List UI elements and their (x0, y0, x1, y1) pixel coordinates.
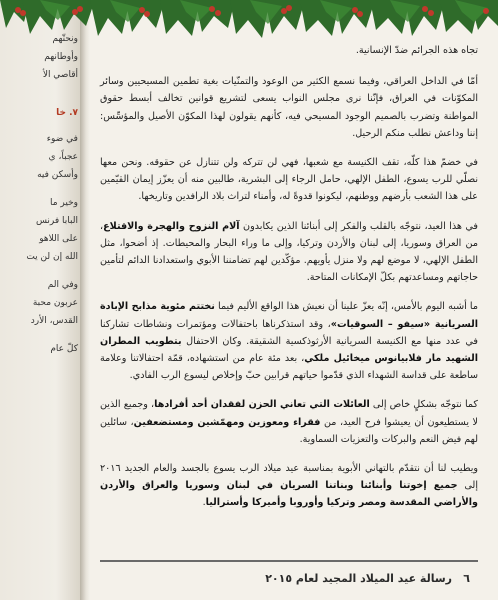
paragraph-2: أمّا في الداخل العراقي، وفيما نسمع الكثير من الوعود والتمنّيات بغية تطمين المسيحيين وسائر المكوّنات في العراق، فإنّنا نرى مجلس النواب يسعى لتشريع قوانين تخالف أبسط حقوق المواطنة وتضرب بالصميم الوجود المسيحي فيه، كأنهم يقولون لهذا المكوّن الأصيل والمؤسِّس: إننا وداعش نطلب منكم الرحيل. (100, 76, 478, 139)
paragraph-3: في خضمّ هذا كلّه، تقف الكنيسة مع شعبها، فهي لن تتركه ولن تتنازل عن حقوقه. ونحن معها نصلّي للرب يسوع، الطفل الإلهي، حامل الرجاء إلى البشرية، طالبين منه أن يعزّز إيمان القيّمين على هذا الشعب بأرضهم ووطنهم، ليكونوا قدوةً له، وأمناء لتراث بلاد الرافدين وتاريخها. (100, 157, 478, 203)
page-body (100, 42, 478, 562)
paragraph-4: في هذا العيد، نتوجّه بالقلب والفكر إلى أبنائنا الذين يكابدون آلام النزوح والهجرة والاقتلاع، من العراق وسوريا، إلى لبنان والأردن وتركيا، وإلى ما وراء البحار والمحيطات. إذ أضحوا، مثل الطفل الإلهي، لا موضع لهم ولا منزل يأويهم. مؤكّدين لهم تضامننا الأبوي واستعدادنا الدائم لتأمين حاجاتهم ومساعدتهم بكلّ الإمكانات المتاحة. (100, 220, 478, 284)
adjacent-line: عربون محبة (32, 298, 78, 308)
page-footer (0, 560, 498, 600)
adjacent-line: عجباً، ي (48, 152, 78, 162)
adjacent-line: على اللاهو (39, 234, 78, 244)
adjacent-line: وأوطانهم (44, 52, 78, 62)
highlighted-phrase: جميع إخوتنا وأبنائنا وبناتنا السريان في لبنان وسوريا والعراق والأردن والأراضي المقدسة ومصر وتركيا وأوروبا وأميركا وأستراليا (100, 480, 478, 509)
adjacent-section-heading: ٧. خا (56, 108, 78, 118)
paragraph-7: ويطيب لنا أن نتقدّم بالتهاني الأبوية بمناسبة عيد ميلاد الرب يسوع بالجسد والعام الجديد ٢٠١٦ إلى جميع إخوتنا وأبنائنا وبناتنا السريان في لبنان وسوريا والعراق والأردن والأراضي المقدسة ومصر وتركيا وأوروبا وأميركا وأستراليا. (100, 463, 478, 509)
footer-title: رسالة عيد الميلاد المجيد لعام ٢٠١٥ (265, 572, 452, 585)
paragraph-5: ما أشبه اليوم بالأمس، إنّه يعزّ علينا أن نعيش هذا الواقع الأليم فيما نختتم مئوية مذابح الإبادة السريانية «سيفو – السوقيات»، وقد استذكرناها باحتفالات ومؤتمرات ونشاطات تشاركنا في عدد منها مع الكنيسة السريانية الأرثوذكسية الشقيقة. وكان الاحتفال بتطويب المطران الشهيد مار فلابيانوس ميخائيل ملكي، بعد مئة عام من استشهاده، قمّة احتفالاتنا وعلامة ساطعة على قداسة الشهداء الذي قدّموا حياتهم قرابين حبّ وإخلاص ليسوع الرب الفادي. (100, 301, 479, 382)
adjacent-page-fragment (0, 0, 80, 600)
adjacent-line: وفي الم (47, 280, 78, 290)
adjacent-line: ونحتّهم (52, 34, 78, 44)
adjacent-line: وخير ما (49, 198, 78, 208)
adjacent-line: القدس، الأرد (30, 316, 78, 326)
adjacent-line: في ضوء (46, 134, 78, 144)
adjacent-line: الله إن لن يت (26, 252, 78, 262)
page-number: ٦ (463, 572, 470, 585)
adjacent-line: كلّ عام (50, 344, 78, 354)
paragraph-1: تجاه هذه الجرائم ضدّ الإنسانية. (355, 45, 478, 56)
adjacent-line: وأسكن فيه (37, 170, 78, 180)
highlighted-phrase: بتطويب المطران الشهيد مار فلابيانوس ميخائيل ملكي (100, 335, 478, 365)
highlighted-phrase: آلام النزوح والهجرة والاقتلاع (103, 220, 240, 232)
highlighted-phrase: نختتم مئوية مذابح الإبادة السريانية «سيفو – السوقيات» (100, 301, 478, 330)
footer-rule (100, 560, 478, 562)
adjacent-line: أقاصي الأ (42, 70, 78, 80)
paragraph-6: كما نتوجّه بشكلٍ خاص إلى العائلات التي تعاني الحزن لفقدان أحد أفرادها، وجميع الذين لا يستطيعون أن يعيشوا فرح العيد، من فقراء ومعوزين ومهمّشين ومستضعفين، سائلين لهم فيض النعم والبركات والتعزيات السماوية. (100, 399, 478, 445)
highlighted-phrase: العائلات التي تعاني الحزن لفقدان أحد أفرادها (154, 399, 370, 411)
highlighted-phrase: فقراء ومعوزين ومهمّشين ومستضعفين (133, 416, 321, 428)
adjacent-line: البابا فرنس (35, 216, 78, 226)
holly-garland-decoration (0, 0, 498, 48)
book-gutter (80, 0, 90, 600)
